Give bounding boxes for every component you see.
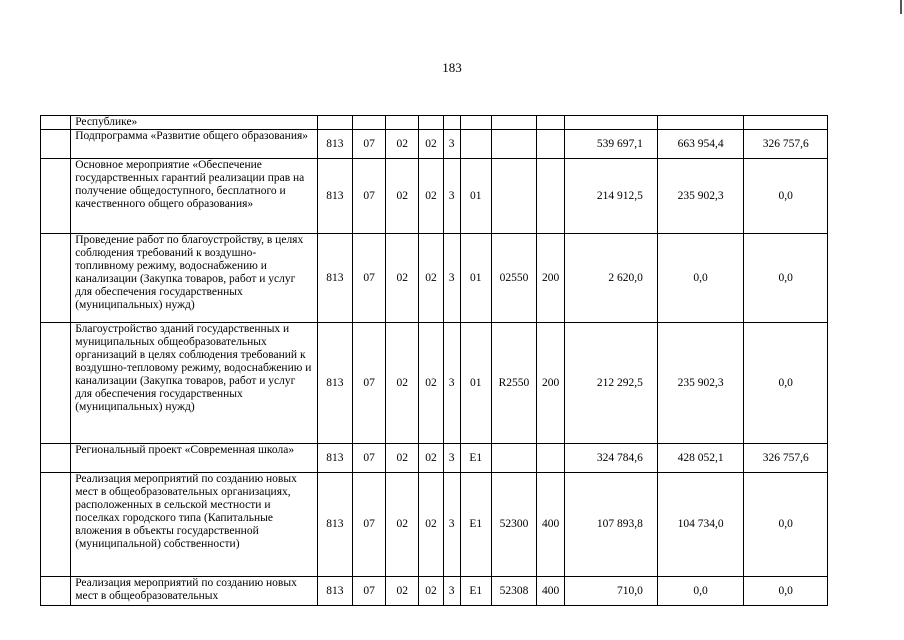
subsection-code (386, 116, 419, 130)
grbs-code (317, 116, 352, 130)
target-code-event: E1 (460, 473, 491, 577)
target-code-subprogram: 3 (443, 473, 460, 577)
item-name: Проведение работ по благоустройству, в целях соблюдения требований к воздушно-топливному режиму, водоснабжению и канализации (Закупка товаров, работ и услуг для обеспечения государственных (муниципальных) нужд) (71, 234, 318, 323)
amount-year-1 (565, 116, 658, 130)
amount-year-1: 539 697,1 (565, 130, 658, 159)
row-number-cell (41, 473, 71, 577)
amount-year-3: 326 757,6 (744, 130, 828, 159)
item-name: Реализация мероприятий по созданию новых мест в общеобразовательных (71, 577, 318, 606)
expense-type-code (537, 116, 565, 130)
amount-year-1: 107 893,8 (565, 473, 658, 577)
budget-table-body (41, 116, 828, 606)
target-code-direction (491, 130, 536, 159)
grbs-code: 813 (317, 234, 352, 323)
section-code: 07 (352, 444, 385, 473)
table-row (41, 159, 828, 234)
subsection-code: 02 (386, 577, 419, 606)
amount-year-3: 0,0 (744, 159, 828, 234)
expense-type-code: 400 (537, 473, 565, 577)
target-code-program (419, 116, 443, 130)
section-code: 07 (352, 159, 385, 234)
target-code-program: 02 (419, 234, 443, 323)
target-code-program: 02 (419, 130, 443, 159)
target-code-event (460, 116, 491, 130)
page-number: 183 (442, 60, 462, 75)
target-code-event (460, 130, 491, 159)
target-code-direction (491, 116, 536, 130)
amount-year-1: 324 784,6 (565, 444, 658, 473)
section-code: 07 (352, 234, 385, 323)
target-code-subprogram: 3 (443, 577, 460, 606)
amount-year-3: 0,0 (744, 234, 828, 323)
amount-year-1: 710,0 (565, 577, 658, 606)
amount-year-2: 663 954,4 (657, 130, 744, 159)
table-row (41, 473, 828, 577)
section-code (352, 116, 385, 130)
subsection-code: 02 (386, 444, 419, 473)
table-row (41, 116, 828, 130)
target-code-program: 02 (419, 444, 443, 473)
expense-type-code (537, 444, 565, 473)
expense-type-code: 200 (537, 234, 565, 323)
subsection-code: 02 (386, 159, 419, 234)
expense-type-code (537, 130, 565, 159)
target-code-event: 01 (460, 159, 491, 234)
table-row (41, 444, 828, 473)
target-code-direction: 52308 (491, 577, 536, 606)
table-row (41, 323, 828, 444)
amount-year-2 (657, 116, 744, 130)
amount-year-3: 0,0 (744, 323, 828, 444)
expense-type-code (537, 159, 565, 234)
grbs-code: 813 (317, 130, 352, 159)
section-code: 07 (352, 323, 385, 444)
row-number-cell (41, 234, 71, 323)
amount-year-2: 0,0 (657, 234, 744, 323)
target-code-subprogram: 3 (443, 234, 460, 323)
table-row (41, 234, 828, 323)
subsection-code: 02 (386, 130, 419, 159)
table-row (41, 577, 828, 606)
expense-type-code: 200 (537, 323, 565, 444)
amount-year-1: 2 620,0 (565, 234, 658, 323)
grbs-code: 813 (317, 444, 352, 473)
grbs-code: 813 (317, 323, 352, 444)
row-number-cell (41, 159, 71, 234)
target-code-direction (491, 159, 536, 234)
amount-year-2: 235 902,3 (657, 159, 744, 234)
target-code-subprogram: 3 (443, 159, 460, 234)
row-number-cell (41, 444, 71, 473)
subsection-code: 02 (386, 473, 419, 577)
target-code-event: E1 (460, 444, 491, 473)
amount-year-2: 428 052,1 (657, 444, 744, 473)
target-code-direction: R2550 (491, 323, 536, 444)
grbs-code: 813 (317, 473, 352, 577)
amount-year-1: 214 912,5 (565, 159, 658, 234)
target-code-subprogram: 3 (443, 444, 460, 473)
item-name: Реализация мероприятий по созданию новых мест в общеобразовательных организациях, расположенных в сельской местности и поселках городского типа (Капитальные вложения в объекты государственной (муниципальной) собственности) (71, 473, 318, 577)
row-number-cell (41, 116, 71, 130)
amount-year-2: 235 902,3 (657, 323, 744, 444)
subsection-code: 02 (386, 234, 419, 323)
item-name: Региональный проект «Современная школа» (71, 444, 318, 473)
row-number-cell (41, 323, 71, 444)
amount-year-2: 0,0 (657, 577, 744, 606)
item-name: Основное мероприятие «Обеспечение государственных гарантий реализации прав на получение общедоступного, бесплатного и качественного общего образования» (71, 159, 318, 234)
amount-year-1: 212 292,5 (565, 323, 658, 444)
grbs-code: 813 (317, 159, 352, 234)
row-number-cell (41, 130, 71, 159)
target-code-program: 02 (419, 159, 443, 234)
section-code: 07 (352, 473, 385, 577)
amount-year-3 (744, 116, 828, 130)
target-code-event: 01 (460, 234, 491, 323)
target-code-program: 02 (419, 577, 443, 606)
amount-year-3: 0,0 (744, 473, 828, 577)
expense-type-code: 400 (537, 577, 565, 606)
target-code-subprogram (443, 116, 460, 130)
amount-year-3: 326 757,6 (744, 444, 828, 473)
section-code: 07 (352, 577, 385, 606)
amount-year-2: 104 734,0 (657, 473, 744, 577)
item-name: Подпрограмма «Развитие общего образования» (71, 130, 318, 159)
scan-edge-mark (900, 0, 902, 14)
budget-table (40, 115, 828, 606)
item-name: Благоустройство зданий государственных и муниципальных общеобразовательных организаций в целях соблюдения требований к воздушно-тепловому режиму, водоснабжению и канализации (Закупка товаров, работ и услуг для обеспечения государственных (муниципальных) нужд) (71, 323, 318, 444)
subsection-code: 02 (386, 323, 419, 444)
target-code-subprogram: 3 (443, 323, 460, 444)
section-code: 07 (352, 130, 385, 159)
item-name: Республике» (71, 116, 318, 130)
row-number-cell (41, 577, 71, 606)
target-code-direction (491, 444, 536, 473)
amount-year-3: 0,0 (744, 577, 828, 606)
target-code-program: 02 (419, 323, 443, 444)
target-code-subprogram: 3 (443, 130, 460, 159)
target-code-program: 02 (419, 473, 443, 577)
table-row (41, 130, 828, 159)
target-code-direction: 02550 (491, 234, 536, 323)
target-code-direction: 52300 (491, 473, 536, 577)
target-code-event: E1 (460, 577, 491, 606)
target-code-event: 01 (460, 323, 491, 444)
grbs-code: 813 (317, 577, 352, 606)
